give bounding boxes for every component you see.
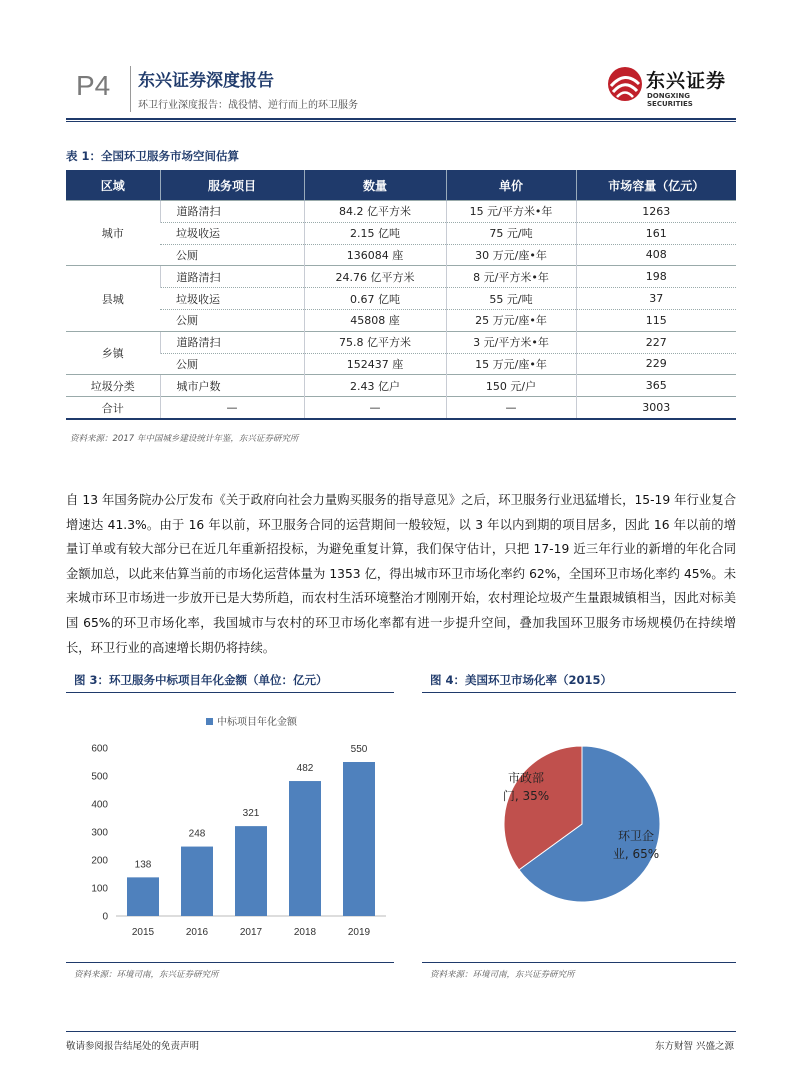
fig3-top-rule (66, 692, 394, 693)
bar (289, 781, 321, 916)
market-cell: 3003 (576, 397, 736, 419)
service-cell: 公厕 (160, 353, 304, 375)
quantity-cell: 2.15 亿吨 (304, 222, 446, 244)
table1-caption: 表 1：全国环卫服务市场空间估算 (66, 149, 240, 163)
price-cell: 150 元/户 (446, 375, 576, 397)
fig3-source: 资料来源：环境司南，东兴证券研究所 (74, 970, 219, 980)
body-text: 自 13 年国务院办公厅发布《关于政府向社会力量购买服务的指导意见》之后，环卫服务行业迅猛增长，15-19 年行业复合增速达 41.3%。由于 16 年以前，环卫服务合同的运营期间一般较短，以 3 年以内到期的项目居多，因此 16 年以前的增量订单或有较大部分已在近几年重新招投标，为避免重复计算，我们保守估计，只把 17-19 近三年行业的新增的年化合同金额加总，以此来估算当前的市场化运营体量为 1353 亿，得出城市环卫市场化率约 62%，全国环卫市场化率约 45%。未来城市环卫市场进一步放开已是大势所趋，而农村生活环境整治才刚刚开始，农村理论垃圾产生量跟城镇相当，因此对标美国 65%的环卫市场化率，我国城市与农村的环卫市场化率都有进一步提升空间，叠加我国环卫服务市场规模仍在持续增长，环卫行业的高速增长期仍将持续。 (66, 493, 736, 655)
quantity-cell: 152437 座 (304, 353, 446, 375)
table-row (66, 244, 736, 266)
logo-english-name: DONGXING SECURITIES (647, 92, 693, 108)
quantity-cell: 24.76 亿平方米 (304, 266, 446, 288)
header-region: 区域 (66, 170, 160, 201)
page-number: P4 (76, 70, 111, 101)
quantity-cell: 45808 座 (304, 309, 446, 331)
price-cell: 75 元/吨 (446, 222, 576, 244)
price-cell: 3 元/平方米•年 (446, 331, 576, 353)
price-cell: — (446, 397, 576, 419)
bar (235, 826, 267, 916)
table-row (66, 222, 736, 244)
y-tick-label: 0 (102, 911, 108, 923)
service-cell: 道路清扫 (160, 331, 304, 353)
market-cell: 365 (576, 375, 736, 397)
y-tick-label: 500 (91, 771, 108, 783)
table-row (66, 331, 736, 353)
company-logo (606, 64, 726, 108)
service-cell: 公厕 (160, 244, 304, 266)
x-tick-label: 2017 (239, 927, 263, 938)
x-tick-label: 2019 (347, 927, 371, 938)
quantity-cell: 2.43 亿户 (304, 375, 446, 397)
quantity-cell: 0.67 亿吨 (304, 288, 446, 310)
table-row (66, 288, 736, 310)
table-total-row (66, 397, 736, 419)
table-row (66, 309, 736, 331)
bar-chart (66, 700, 396, 950)
slice-label-line: 环卫企 (617, 829, 655, 843)
market-estimate-table (66, 170, 736, 420)
market-cell: 37 (576, 288, 736, 310)
data-label: 482 (296, 763, 314, 775)
region-cell: 乡镇 (66, 331, 160, 375)
x-tick-label: 2018 (293, 927, 317, 938)
price-cell: 55 元/吨 (446, 288, 576, 310)
quantity-cell: — (304, 397, 446, 419)
header-market-size: 市场容量（亿元） (576, 170, 736, 201)
price-cell: 15 元/平方米•年 (446, 201, 576, 223)
data-label: 248 (188, 828, 206, 840)
service-cell: 公厕 (160, 309, 304, 331)
quantity-cell: 75.8 亿平方米 (304, 331, 446, 353)
region-cell: 合计 (66, 397, 160, 419)
report-title: 东兴证券深度报告 (138, 71, 274, 91)
y-tick-label: 600 (91, 743, 108, 755)
market-cell: 227 (576, 331, 736, 353)
data-label: 321 (242, 808, 260, 820)
fig3-caption: 图 3：环卫服务中标项目年化金额（单位：亿元） (74, 673, 328, 687)
fig3-bottom-rule (66, 962, 394, 963)
market-cell: 229 (576, 353, 736, 375)
header-unit-price: 单价 (446, 170, 576, 201)
market-cell: 115 (576, 309, 736, 331)
data-label: 138 (134, 859, 152, 871)
header-divider (130, 66, 131, 112)
header-quantity: 数量 (304, 170, 446, 201)
x-tick-label: 2016 (185, 927, 209, 938)
report-subtitle: 环卫行业深度报告：战役情、逆行而上的环卫服务 (138, 100, 358, 111)
table-header-row (66, 170, 736, 201)
service-cell: 道路清扫 (160, 201, 304, 223)
market-cell: 198 (576, 266, 736, 288)
market-cell: 408 (576, 244, 736, 266)
quantity-cell: 136084 座 (304, 244, 446, 266)
table-row (66, 201, 736, 223)
price-cell: 25 万元/座•年 (446, 309, 576, 331)
header-rule-thin (66, 121, 736, 122)
data-label: 550 (350, 744, 368, 755)
table1-source: 资料来源：2017 年中国城乡建设统计年鉴，东兴证券研究所 (70, 434, 299, 444)
logo-emblem-icon (606, 64, 644, 104)
service-cell: 道路清扫 (160, 266, 304, 288)
market-cell: 1263 (576, 201, 736, 223)
slice-label-line: 市政部 (507, 771, 545, 785)
bar (127, 877, 159, 916)
region-cell: 县城 (66, 266, 160, 331)
header-service: 服务项目 (160, 170, 304, 201)
price-cell: 30 万元/座•年 (446, 244, 576, 266)
service-cell: — (160, 397, 304, 419)
region-cell: 垃圾分类 (66, 375, 160, 397)
slice-label-line: 业, 65% (612, 847, 660, 861)
body-paragraph (66, 488, 736, 660)
service-cell: 城市户数 (160, 375, 304, 397)
fig4-bottom-rule (422, 962, 736, 963)
slice-label-line: 门, 35% (502, 789, 550, 803)
fig4-top-rule (422, 692, 736, 693)
service-cell: 垃圾收运 (160, 222, 304, 244)
footer-disclaimer: 敬请参阅报告结尾处的免责声明 (66, 1041, 200, 1052)
table-row (66, 266, 736, 288)
y-tick-label: 100 (91, 883, 108, 895)
x-tick-label: 2015 (131, 927, 155, 938)
service-cell: 垃圾收运 (160, 288, 304, 310)
table-row (66, 353, 736, 375)
price-cell: 8 元/平方米•年 (446, 266, 576, 288)
y-tick-label: 400 (91, 799, 108, 811)
table-row (66, 375, 736, 397)
fig4-source: 资料来源：环境司南，东兴证券研究所 (430, 970, 575, 980)
bar (181, 847, 213, 916)
footer-slogan: 东方财智 兴盛之源 (654, 1041, 734, 1052)
legend-swatch (206, 718, 213, 725)
market-cell: 161 (576, 222, 736, 244)
quantity-cell: 84.2 亿平方米 (304, 201, 446, 223)
header-rule (66, 118, 736, 120)
price-cell: 15 万元/座•年 (446, 353, 576, 375)
pie-chart (422, 700, 736, 950)
y-tick-label: 300 (91, 827, 108, 839)
bar (343, 762, 375, 916)
legend-label: 中标项目年化金额 (217, 717, 297, 728)
region-cell: 城市 (66, 201, 160, 266)
footer-rule (66, 1031, 736, 1032)
fig4-caption: 图 4：美国环卫市场化率（2015） (430, 673, 613, 687)
logo-chinese-name: 东兴证券 (646, 70, 727, 92)
y-tick-label: 200 (91, 855, 108, 867)
